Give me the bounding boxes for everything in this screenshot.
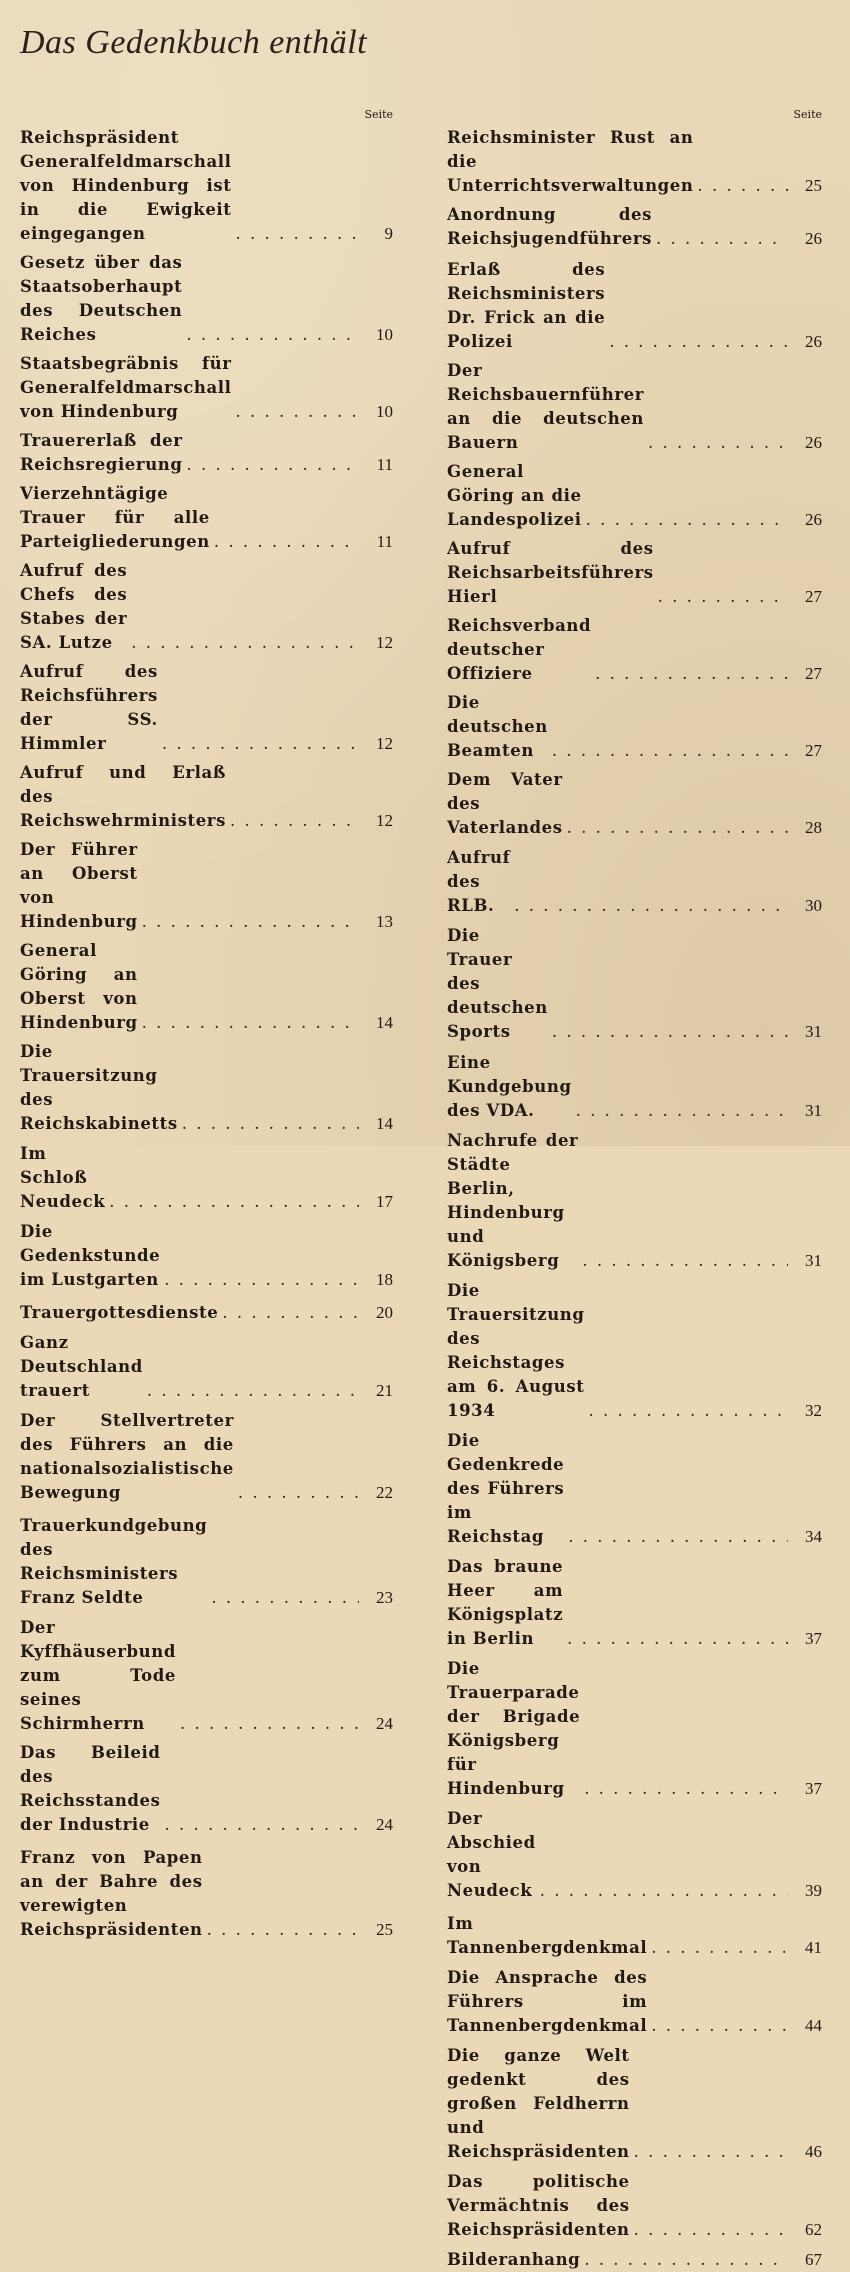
dot-leader bbox=[142, 910, 359, 934]
toc-entry bbox=[447, 126, 822, 198]
dot-leader bbox=[109, 1190, 359, 1214]
dot-leader bbox=[648, 431, 788, 455]
toc-entry bbox=[20, 939, 393, 1035]
toc-entry-page: 67 bbox=[805, 2250, 822, 2269]
toc-entry-title: Die Trauer des deutschen Sports bbox=[447, 926, 548, 1041]
toc-entry-title-wrap bbox=[447, 537, 788, 609]
dot-leader bbox=[567, 1627, 788, 1651]
toc-entry-page: 24 bbox=[376, 1815, 393, 1834]
toc-entry bbox=[20, 838, 393, 934]
dot-leader bbox=[634, 2218, 788, 2242]
toc-entry bbox=[20, 429, 393, 477]
toc-entry-title-wrap bbox=[447, 924, 788, 1044]
dot-leader bbox=[164, 1268, 359, 1292]
toc-entry-title-wrap bbox=[447, 1051, 788, 1123]
toc-entry bbox=[447, 1555, 822, 1651]
dot-leader bbox=[187, 453, 359, 477]
toc-entry-title-wrap bbox=[447, 126, 788, 198]
toc-entry-title-wrap bbox=[20, 559, 359, 655]
toc-entry-title: Dem Vater des Vaterlandes bbox=[447, 770, 563, 837]
toc-entry-title-wrap bbox=[447, 2044, 788, 2164]
toc-entry-page: 31 bbox=[805, 1251, 822, 1270]
toc-entry-page: 26 bbox=[805, 510, 822, 529]
toc-entry-page: 31 bbox=[805, 1022, 822, 1041]
toc-entry-page: 22 bbox=[376, 1483, 393, 1502]
toc-entry-title: Die Ansprache des Führers im Tannenbergdenkmal bbox=[447, 1968, 648, 2035]
toc-entry bbox=[447, 258, 822, 354]
toc-entry-title-wrap bbox=[447, 1657, 788, 1801]
toc-entry bbox=[20, 660, 393, 756]
dot-leader bbox=[214, 530, 359, 554]
toc-entry-page: 46 bbox=[805, 2142, 822, 2161]
toc-entry bbox=[447, 691, 822, 763]
toc-entry-page: 12 bbox=[376, 633, 393, 652]
toc-entry-page: 20 bbox=[376, 1303, 393, 1322]
dot-leader bbox=[540, 1879, 788, 1903]
toc-entry bbox=[447, 1966, 822, 2038]
toc-entry-title-wrap bbox=[20, 251, 359, 347]
toc-entry bbox=[447, 1657, 822, 1801]
toc-entry-page: 14 bbox=[376, 1114, 393, 1133]
toc-entry-title: Staatsbegräbnis für Generalfeldmarschall von Hindenburg bbox=[20, 354, 232, 421]
toc-entry-title: Aufruf des Reichsarbeitsführers Hierl bbox=[447, 539, 654, 606]
toc-entry-title-wrap bbox=[20, 1142, 359, 1214]
toc-entry-page: 25 bbox=[376, 1920, 393, 1939]
toc-entry-page: 30 bbox=[805, 896, 822, 915]
toc-entry bbox=[20, 1409, 393, 1505]
toc-entry bbox=[20, 559, 393, 655]
toc-entry-page: 26 bbox=[805, 229, 822, 248]
toc-list-right bbox=[447, 126, 822, 2272]
toc-entry-page: 37 bbox=[805, 1629, 822, 1648]
toc-entry-title: Die Trauersitzung des Reichskabinetts bbox=[20, 1042, 178, 1133]
toc-entry-page: 25 bbox=[805, 176, 822, 195]
toc-entry bbox=[20, 1142, 393, 1214]
toc-entry-title: Das politische Vermächtnis des Reichspräsidenten bbox=[447, 2172, 630, 2239]
toc-entry-title-wrap bbox=[447, 768, 788, 840]
toc-entry-title-wrap bbox=[447, 203, 788, 251]
toc-entry-title: General Göring an Oberst von Hindenburg bbox=[20, 941, 138, 1032]
toc-entry bbox=[20, 1616, 393, 1736]
dot-leader bbox=[595, 662, 788, 686]
toc-entry bbox=[20, 126, 393, 246]
toc-entry-title-wrap bbox=[447, 1555, 788, 1651]
toc-entry bbox=[20, 1220, 393, 1292]
toc-entry-page: 32 bbox=[805, 1401, 822, 1420]
toc-entry-page: 12 bbox=[376, 734, 393, 753]
toc-entry bbox=[447, 846, 822, 918]
toc-entry-title-wrap bbox=[447, 359, 788, 455]
toc-entry-title-wrap bbox=[447, 2248, 788, 2272]
seite-label: Seite bbox=[793, 108, 822, 121]
toc-entry-title: Die Gedenkrede des Führers im Reichstag bbox=[447, 1431, 565, 1546]
dot-leader bbox=[165, 1813, 359, 1837]
toc-entry-title: Anordnung des Reichsjugendführers bbox=[447, 205, 653, 248]
dot-leader bbox=[651, 2014, 788, 2038]
toc-entry-title-wrap bbox=[447, 2170, 788, 2242]
toc-entry-title: Die Gedenkstunde im Lustgarten bbox=[20, 1222, 161, 1289]
toc-entry-page: 26 bbox=[805, 332, 822, 351]
dot-leader bbox=[586, 508, 788, 532]
seite-label: Seite bbox=[364, 108, 393, 121]
toc-entry-title-wrap bbox=[20, 1040, 359, 1136]
toc-entry-page: 34 bbox=[805, 1527, 822, 1546]
toc-entry-title-wrap bbox=[447, 258, 788, 354]
toc-entry-page: 18 bbox=[376, 1270, 393, 1289]
dot-leader bbox=[230, 809, 359, 833]
toc-entry-page: 10 bbox=[376, 402, 393, 421]
dot-leader bbox=[236, 222, 359, 246]
dot-leader bbox=[576, 1099, 788, 1123]
toc-entry bbox=[20, 1846, 393, 1942]
dot-leader bbox=[236, 400, 359, 424]
dot-leader bbox=[656, 227, 788, 251]
dot-leader bbox=[589, 1399, 788, 1423]
toc-entry-title-wrap bbox=[20, 939, 359, 1035]
toc-entry-title: Der Kyffhäuserbund zum Tode seines Schirmherrn bbox=[20, 1618, 177, 1733]
toc-entry-page: 37 bbox=[805, 1779, 822, 1798]
toc-entry-title: Vierzehntägige Trauer für alle Parteigliederungen bbox=[20, 484, 210, 551]
toc-entry-title-wrap bbox=[447, 1966, 788, 2038]
toc-entry-page: 10 bbox=[376, 325, 393, 344]
toc-entry-page: 24 bbox=[376, 1714, 393, 1733]
toc-entry-title-wrap bbox=[20, 482, 359, 554]
toc-entry-title-wrap bbox=[447, 460, 788, 532]
toc-entry-title: Der Abschied von Neudeck bbox=[447, 1809, 536, 1900]
toc-entry bbox=[447, 2044, 822, 2164]
toc-entry-title: Trauerkundgebung des Reichsministers Franz Seldte bbox=[20, 1516, 208, 1607]
toc-entry-page: 27 bbox=[805, 664, 822, 683]
toc-entry bbox=[447, 2170, 822, 2242]
toc-entry bbox=[447, 1912, 822, 1960]
dot-leader bbox=[182, 1112, 359, 1136]
toc-entry-page: 21 bbox=[376, 1381, 393, 1400]
toc-entry-title-wrap bbox=[20, 429, 359, 477]
toc-entry-title-wrap bbox=[20, 1220, 359, 1292]
dot-leader bbox=[567, 816, 788, 840]
toc-entry-title-wrap bbox=[20, 1514, 359, 1610]
toc-entry-title-wrap bbox=[20, 1409, 359, 1505]
toc-entry-page: 9 bbox=[384, 224, 393, 243]
toc-entry-title-wrap bbox=[447, 614, 788, 686]
toc-entry-title: Aufruf des RLB. bbox=[447, 848, 511, 915]
page-title: Das Gedenkbuch enthält bbox=[20, 24, 368, 61]
toc-entry bbox=[447, 2248, 822, 2272]
toc-entry bbox=[447, 1429, 822, 1549]
toc-entry bbox=[447, 1051, 822, 1123]
toc-entry-title-wrap bbox=[447, 691, 788, 763]
toc-entry-title-wrap bbox=[20, 1741, 359, 1837]
toc-entry-title: Erlaß des Reichsministers Dr. Frick an die Polizei bbox=[447, 260, 606, 351]
toc-entry bbox=[447, 203, 822, 251]
toc-entry bbox=[447, 614, 822, 686]
toc-entry-title: Gesetz über das Staatsoberhaupt des Deutschen Reiches bbox=[20, 253, 183, 344]
toc-entry-title-wrap bbox=[20, 1616, 359, 1736]
toc-entry-page: 44 bbox=[805, 2016, 822, 2035]
toc-entry-title-wrap bbox=[20, 1331, 359, 1403]
toc-entry-title-wrap bbox=[20, 761, 359, 833]
toc-entry-title: Das Beileid des Reichsstandes der Industrie bbox=[20, 1743, 161, 1834]
toc-entry bbox=[20, 1741, 393, 1837]
dot-leader bbox=[147, 1379, 359, 1403]
toc-entry-page: 17 bbox=[376, 1192, 393, 1211]
toc-entry-title: Franz von Papen an der Bahre des verewigten Reichspräsidenten bbox=[20, 1848, 203, 1939]
dot-leader bbox=[552, 1020, 788, 1044]
dot-leader bbox=[186, 323, 359, 347]
toc-entry-page: 41 bbox=[805, 1938, 822, 1957]
dot-leader bbox=[238, 1481, 359, 1505]
toc-entry-title: Reichsminister Rust an die Unterrichtsverwaltungen bbox=[447, 128, 694, 195]
toc-entry-page: 13 bbox=[376, 912, 393, 931]
toc-entry-page: 11 bbox=[376, 532, 393, 551]
toc-entry-title-wrap bbox=[447, 846, 788, 918]
toc-entry-title-wrap bbox=[20, 1846, 359, 1942]
dot-leader bbox=[658, 585, 788, 609]
toc-entry bbox=[20, 1301, 393, 1325]
toc-entry bbox=[447, 768, 822, 840]
toc-entry bbox=[447, 1279, 822, 1423]
toc-entry bbox=[447, 359, 822, 455]
toc-entry-page: 39 bbox=[805, 1881, 822, 1900]
dot-leader bbox=[609, 330, 788, 354]
toc-entry-title-wrap bbox=[20, 352, 359, 424]
toc-entry-title-wrap bbox=[20, 1301, 359, 1325]
toc-entry-page: 27 bbox=[805, 741, 822, 760]
toc-entry-title: Reichsverband deutscher Offiziere bbox=[447, 616, 592, 683]
toc-entry-title: Die Trauerparade der Brigade Königsberg für Hindenburg bbox=[447, 1659, 581, 1798]
toc-entry bbox=[447, 924, 822, 1044]
toc-entry bbox=[20, 1331, 393, 1403]
toc-entry-title-wrap bbox=[20, 838, 359, 934]
dot-leader bbox=[207, 1918, 359, 1942]
toc-entry-title-wrap bbox=[447, 1279, 788, 1423]
dot-leader bbox=[180, 1712, 359, 1736]
toc-entry-page: 26 bbox=[805, 433, 822, 452]
toc-entry-title-wrap bbox=[447, 1429, 788, 1549]
toc-entry-title: Aufruf des Chefs des Stabes der SA. Lutze bbox=[20, 561, 128, 652]
toc-entry-page: 14 bbox=[376, 1013, 393, 1032]
toc-entry-title: Trauererlaß der Reichsregierung bbox=[20, 431, 183, 474]
toc-entry-title: Aufruf des Reichsführers der SS. Himmler bbox=[20, 662, 158, 753]
toc-entry bbox=[20, 761, 393, 833]
dot-leader bbox=[651, 1936, 788, 1960]
toc-entry-title-wrap bbox=[447, 1807, 788, 1903]
toc-entry bbox=[447, 460, 822, 532]
toc-column-left bbox=[20, 108, 393, 1942]
toc-entry-title-wrap bbox=[20, 126, 359, 246]
toc-entry-page: 12 bbox=[376, 811, 393, 830]
toc-column-right bbox=[447, 108, 822, 2272]
toc-entry-title: Bilderanhang bbox=[447, 2250, 581, 2269]
toc-entry-title: Nachrufe der Städte Berlin, Hindenburg und Königsberg bbox=[447, 1131, 579, 1270]
dot-leader bbox=[584, 2248, 788, 2272]
dot-leader bbox=[131, 631, 359, 655]
toc-entry-title: Die ganze Welt gedenkt des großen Feldherrn und Reichspräsidenten bbox=[447, 2046, 630, 2161]
toc-entry bbox=[447, 537, 822, 609]
toc-entry-title: Ganz Deutschland trauert bbox=[20, 1333, 143, 1400]
dot-leader bbox=[211, 1586, 359, 1610]
toc-entry-title-wrap bbox=[20, 660, 359, 756]
dot-leader bbox=[634, 2140, 788, 2164]
dot-leader bbox=[162, 732, 359, 756]
dot-leader bbox=[514, 894, 788, 918]
toc-entry-page: 28 bbox=[805, 818, 822, 837]
dot-leader bbox=[698, 174, 789, 198]
toc-entry-page: 11 bbox=[376, 455, 393, 474]
toc-entry-title: Der Reichsbauernführer an die deutschen Bauern bbox=[447, 361, 644, 452]
toc-entry-title: Eine Kundgebung des VDA. bbox=[447, 1053, 572, 1120]
toc-entry-title: Die Trauersitzung des Reichstages am 6. August 1934 bbox=[447, 1281, 585, 1420]
toc-entry-title-wrap bbox=[447, 1912, 788, 1960]
dot-leader bbox=[222, 1301, 359, 1325]
toc-entry bbox=[20, 352, 393, 424]
toc-entry-title: Trauergottesdienste bbox=[20, 1303, 219, 1322]
toc-entry-title: Aufruf und Erlaß des Reichswehrministers bbox=[20, 763, 226, 830]
toc-entry-title-wrap bbox=[447, 1129, 788, 1273]
toc-entry-title: General Göring an die Landespolizei bbox=[447, 462, 582, 529]
dot-leader bbox=[142, 1011, 359, 1035]
toc-entry-page: 23 bbox=[376, 1588, 393, 1607]
toc-entry-title: Die deutschen Beamten bbox=[447, 693, 548, 760]
toc-entry bbox=[20, 1514, 393, 1610]
dot-leader bbox=[568, 1525, 788, 1549]
dot-leader bbox=[582, 1249, 788, 1273]
toc-entry-title: Der Stellvertreter des Führers an die nationalsozialistische Bewegung bbox=[20, 1411, 234, 1502]
toc-entry bbox=[20, 251, 393, 347]
toc-entry bbox=[447, 1807, 822, 1903]
toc-entry-page: 27 bbox=[805, 587, 822, 606]
toc-list-left bbox=[20, 126, 393, 1942]
toc-entry-title: Der Führer an Oberst von Hindenburg bbox=[20, 840, 138, 931]
toc-entry-title: Das braune Heer am Königsplatz in Berlin bbox=[447, 1557, 564, 1648]
dot-leader bbox=[552, 739, 788, 763]
toc-entry-title: Reichspräsident Generalfeldmarschall von Hindenburg ist in die Ewigkeit eingegangen bbox=[20, 128, 232, 243]
toc-entry-title: Im Tannenbergdenkmal bbox=[447, 1914, 648, 1957]
toc-entry bbox=[20, 482, 393, 554]
toc-entry bbox=[447, 1129, 822, 1273]
toc-entry-page: 62 bbox=[805, 2220, 822, 2239]
toc-entry-title: Im Schloß Neudeck bbox=[20, 1144, 106, 1211]
dot-leader bbox=[584, 1777, 788, 1801]
toc-entry bbox=[20, 1040, 393, 1136]
toc-entry-page: 31 bbox=[805, 1101, 822, 1120]
